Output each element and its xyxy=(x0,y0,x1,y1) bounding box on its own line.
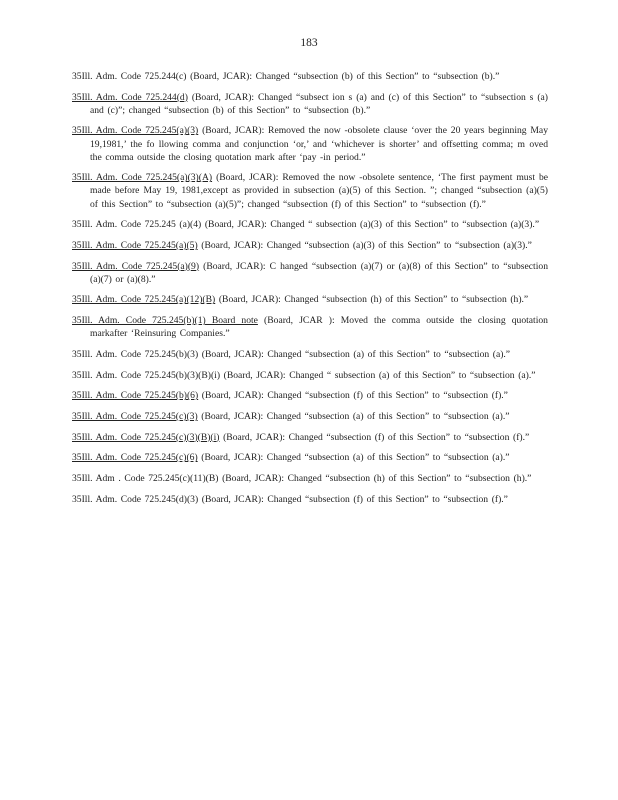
change-description: (Board, JCAR): Changed “subsection (f) of this Section” to “subsection (f).” xyxy=(223,431,530,443)
change-description: (Board, JCAR): Changed “ subsection (a) of this Section” to “subsection (a).” xyxy=(223,369,536,381)
errata-entry xyxy=(72,472,548,485)
change-description: (Board, JCAR): Removed the now -obsolete sentence, ‘The first payment must be made before May 19, 1981,except as provided in subsection (a)(5) of this Section. ”; changed “subsection (a)(5) of this Section” to “subsection (a)(5)”; changed “subsection (f) of this Section” to “subsection (f).” xyxy=(90,172,549,210)
code-citation: 35Ill. Adm. Code 725.245(b)(3) xyxy=(72,348,199,360)
change-description: (Board, JCAR): Changed “subsection (a)(3) of this Section” to “subsection (a)(3).” xyxy=(201,239,532,251)
code-citation: 35Ill. Adm . Code 725.245(c)(11)(B) xyxy=(72,472,219,484)
errata-entry xyxy=(72,293,548,306)
errata-entry xyxy=(72,451,548,464)
errata-list xyxy=(72,70,548,513)
change-description: (Board, JCAR): Changed “subsection (a) of this Section” to “subsection (a).” xyxy=(201,452,510,464)
errata-entry xyxy=(72,389,548,402)
code-citation: 35Ill. Adm. Code 725.244(c) xyxy=(72,71,187,82)
errata-entry xyxy=(72,348,548,361)
code-citation: 35Ill. Adm. Code 725.245(d)(3) xyxy=(72,493,199,505)
code-citation: 35Ill. Adm. Code 725.245(a)(3)(A) xyxy=(72,172,213,184)
change-description: (Board, JCAR): Changed “ subsection (a)(3) of this Section” to “subsection (a)(3).” xyxy=(204,219,540,231)
errata-entry xyxy=(72,124,548,163)
code-citation: 35Ill. Adm. Code 725.244(d) xyxy=(72,91,188,103)
code-citation: 35Ill. Adm. Code 725.245(a)(3) xyxy=(72,125,199,137)
errata-entry xyxy=(72,239,548,252)
page-number: 183 xyxy=(300,37,318,49)
change-description: (Board, JCAR): Changed “subsection (f) of this Section” to “subsection (f).” xyxy=(201,390,508,402)
errata-entry xyxy=(72,431,548,444)
code-citation: 35Ill. Adm. Code 725.245(b)(3)(B)(i) xyxy=(72,369,221,381)
code-citation: 35Ill. Adm. Code 725.245(a)(9) xyxy=(72,260,200,272)
change-description: (Board, JCAR ): Moved the comma outside the closing quotation markafter ‘Reinsuring Companies.” xyxy=(90,315,548,340)
code-citation: 35Ill. Adm. Code 725.245(c)(6) xyxy=(72,452,198,464)
errata-entry xyxy=(72,369,548,382)
change-description: (Board, JCAR): Changed “subsection (a) of this Section” to “subsection (a).” xyxy=(201,348,511,360)
code-citation: 35Ill. Adm. Code 725.245(a)(5) xyxy=(72,239,198,251)
change-description: (Board, JCAR): Changed “subsect ion s (a) and (c) of this Section” to “subsection s (a) and (c)”; changed “subsection (b) of this Section” to “subsection (b).” xyxy=(90,91,548,116)
errata-entry xyxy=(72,493,548,506)
code-citation: 35Ill. Adm. Code 725.245(c)(3)(B)(i) xyxy=(72,431,220,443)
code-citation: 35Ill. Adm. Code 725.245(b)(1) Board note xyxy=(72,315,258,327)
change-description: (Board, JCAR): Changed “subsection (f) of this Section” to “subsection (f).” xyxy=(201,493,508,505)
errata-entry xyxy=(72,91,548,117)
errata-entry xyxy=(72,260,548,286)
change-description: (Board, JCAR): Changed “subsection (a) of this Section” to “subsection (a).” xyxy=(201,410,510,422)
errata-entry xyxy=(72,171,548,210)
errata-entry xyxy=(72,70,548,83)
code-citation: 35Ill. Adm. Code 725.245 (a)(4) xyxy=(72,219,202,231)
errata-entry xyxy=(72,314,548,340)
change-description: (Board, JCAR): Changed “subsection (h) of this Section” to “subsection (h).” xyxy=(222,472,532,484)
change-description: (Board, JCAR): C hanged “subsection (a)(7) or (a)(8) of this Section” to “subsection (a)(7) or (a)(8).” xyxy=(90,260,548,285)
errata-entry xyxy=(72,410,548,423)
change-description: (Board, JCAR): Changed “subsection (h) of this Section” to “subsection (h).” xyxy=(218,294,529,306)
code-citation: 35Ill. Adm. Code 725.245(b)(6) xyxy=(72,390,199,402)
change-description: (Board, JCAR): Changed “subsection (b) of this Section” to “subsection (b).” xyxy=(190,71,500,82)
errata-entry xyxy=(72,218,548,231)
code-citation: 35Ill. Adm. Code 725.245(c)(3) xyxy=(72,410,198,422)
change-description: (Board, JCAR): Removed the now -obsolete clause ‘over the 20 years beginning May 19,1981,’ the fo llowing comma and conjunction ‘or,’ and ‘whichever is shorter’ and offsetting comma; m oved the comma outside the closing quotation mark after ‘pay -in period.” xyxy=(90,125,548,163)
code-citation: 35Ill. Adm. Code 725.245(a)(12)(B) xyxy=(72,294,216,306)
